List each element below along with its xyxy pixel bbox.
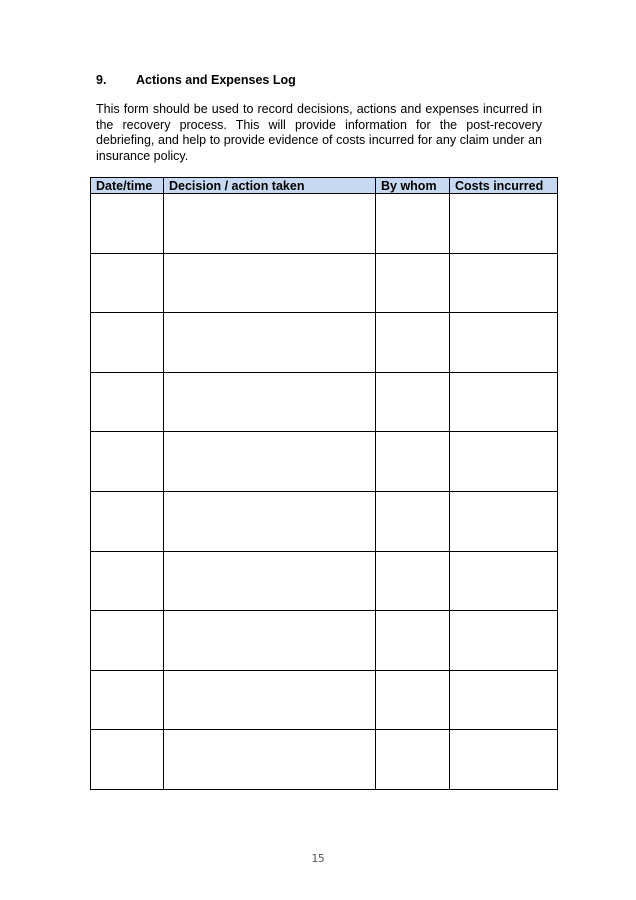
cell-date-time[interactable] <box>91 432 164 492</box>
cell-costs-incurred[interactable] <box>450 194 558 254</box>
cell-date-time[interactable] <box>91 551 164 611</box>
column-header-decision-action: Decision / action taken <box>164 178 376 194</box>
table-body <box>91 194 558 790</box>
cell-costs-incurred[interactable] <box>450 670 558 730</box>
cell-by-whom[interactable] <box>376 491 450 551</box>
cell-date-time[interactable] <box>91 253 164 313</box>
cell-date-time[interactable] <box>91 491 164 551</box>
cell-by-whom[interactable] <box>376 372 450 432</box>
table-row <box>91 313 558 373</box>
cell-date-time[interactable] <box>91 194 164 254</box>
cell-costs-incurred[interactable] <box>450 253 558 313</box>
table-row <box>91 670 558 730</box>
column-header-by-whom: By whom <box>376 178 450 194</box>
cell-date-time[interactable] <box>91 372 164 432</box>
cell-decision-action[interactable] <box>164 551 376 611</box>
intro-paragraph: This form should be used to record decisions, actions and expenses incurred in the recovery process. This will provide information for the post-recovery debriefing, and help to provide evidence of costs incurred for any claim under an insurance policy. <box>96 102 542 163</box>
section-heading <box>96 73 296 87</box>
section-title: Actions and Expenses Log <box>136 73 296 87</box>
cell-by-whom[interactable] <box>376 551 450 611</box>
cell-costs-incurred[interactable] <box>450 491 558 551</box>
cell-decision-action[interactable] <box>164 372 376 432</box>
cell-decision-action[interactable] <box>164 730 376 790</box>
cell-by-whom[interactable] <box>376 611 450 671</box>
cell-decision-action[interactable] <box>164 313 376 373</box>
cell-by-whom[interactable] <box>376 730 450 790</box>
column-header-costs-incurred: Costs incurred <box>450 178 558 194</box>
cell-by-whom[interactable] <box>376 313 450 373</box>
cell-costs-incurred[interactable] <box>450 372 558 432</box>
table-row <box>91 253 558 313</box>
column-header-date-time: Date/time <box>91 178 164 194</box>
table-row <box>91 730 558 790</box>
table-row <box>91 611 558 671</box>
cell-costs-incurred[interactable] <box>450 611 558 671</box>
cell-decision-action[interactable] <box>164 611 376 671</box>
cell-by-whom[interactable] <box>376 253 450 313</box>
cell-by-whom[interactable] <box>376 670 450 730</box>
section-number: 9. <box>96 73 107 87</box>
cell-costs-incurred[interactable] <box>450 551 558 611</box>
cell-decision-action[interactable] <box>164 194 376 254</box>
cell-decision-action[interactable] <box>164 670 376 730</box>
cell-date-time[interactable] <box>91 670 164 730</box>
cell-decision-action[interactable] <box>164 253 376 313</box>
actions-expenses-table <box>90 177 558 790</box>
table-row <box>91 372 558 432</box>
table-row <box>91 432 558 492</box>
cell-decision-action[interactable] <box>164 432 376 492</box>
cell-costs-incurred[interactable] <box>450 313 558 373</box>
cell-costs-incurred[interactable] <box>450 432 558 492</box>
cell-date-time[interactable] <box>91 611 164 671</box>
page-number: 15 <box>311 852 325 865</box>
table-header-row <box>91 178 558 194</box>
cell-decision-action[interactable] <box>164 491 376 551</box>
cell-date-time[interactable] <box>91 730 164 790</box>
cell-costs-incurred[interactable] <box>450 730 558 790</box>
cell-by-whom[interactable] <box>376 432 450 492</box>
table-row <box>91 491 558 551</box>
cell-by-whom[interactable] <box>376 194 450 254</box>
cell-date-time[interactable] <box>91 313 164 373</box>
table-row <box>91 194 558 254</box>
table-row <box>91 551 558 611</box>
